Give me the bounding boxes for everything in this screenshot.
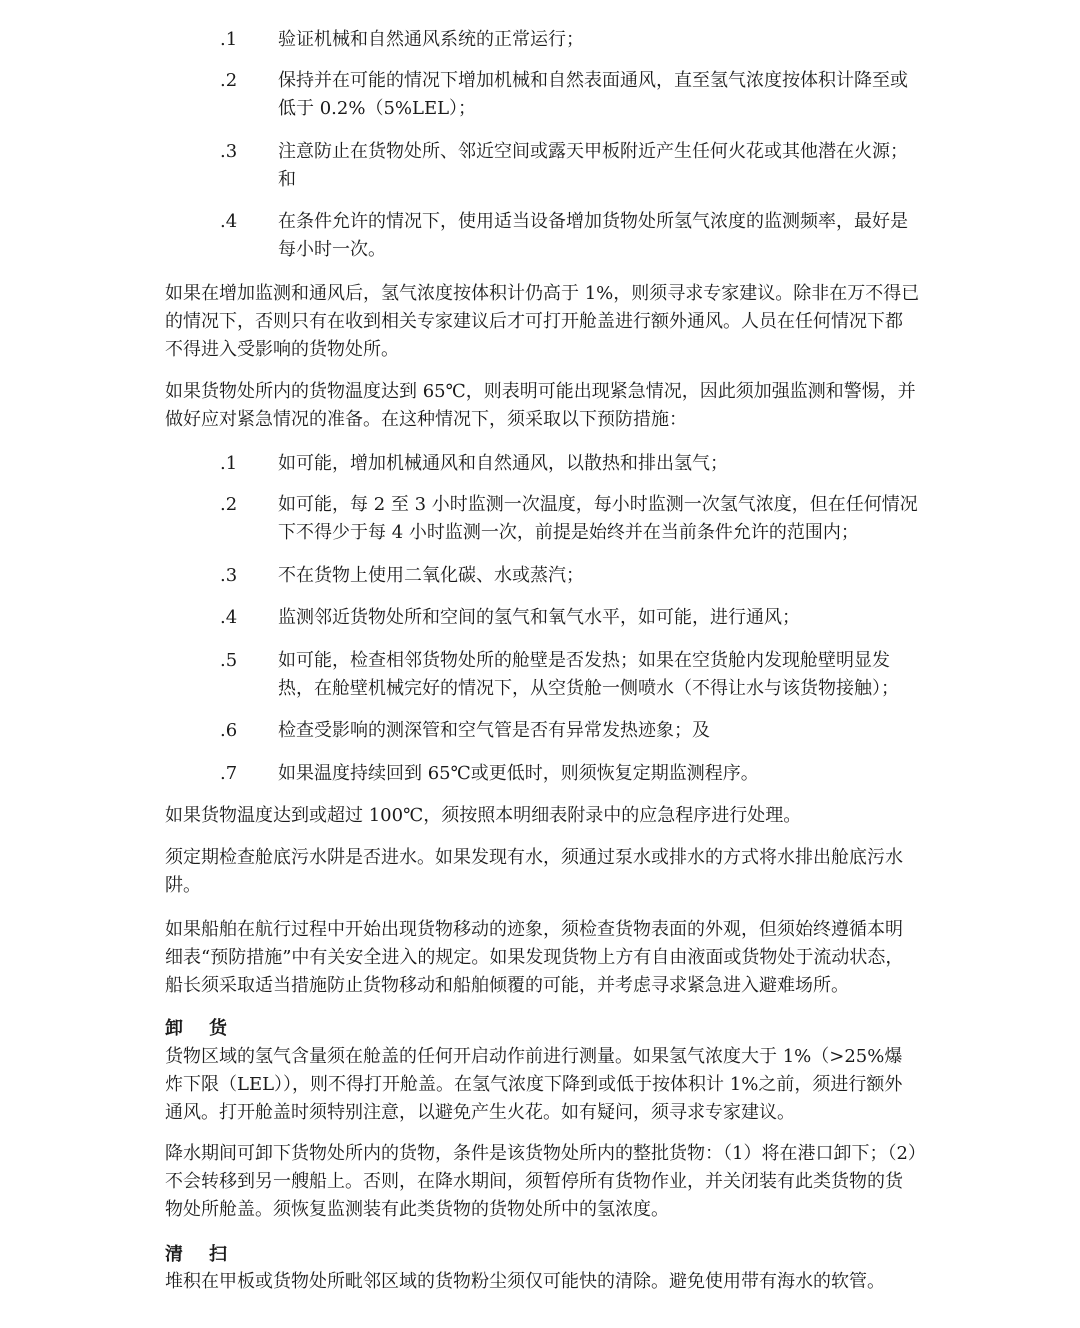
list-item-text: 注意防止在货物处所、邻近空间或露天甲板附近产生任何火花或其他潜在火源；和 bbox=[278, 141, 908, 190]
list-item-number: .4 bbox=[220, 211, 238, 232]
list-item bbox=[220, 138, 920, 194]
list-item-text: 如可能，每 2 至 3 小时监测一次温度，每小时监测一次氢气浓度，但在任何情况下不得少于每 4 小时监测一次，前提是始终并在当前条件允许的范围内； bbox=[278, 494, 918, 543]
list-item-number: .2 bbox=[220, 70, 238, 91]
list-item-text: 如可能，增加机械通风和自然通风，以散热和排出氢气； bbox=[278, 453, 728, 474]
list-item bbox=[220, 562, 920, 590]
list-item bbox=[220, 450, 920, 478]
body-paragraph: 堆积在甲板或货物处所毗邻区域的货物粉尘须仅可能快的清除。避免使用带有海水的软管。 bbox=[165, 1271, 885, 1292]
body-paragraph: 降水期间可卸下货物处所内的货物，条件是该货物处所内的整批货物：（1）将在港口卸下；（2）不会转移到另一艘船上。否则，在降水期间，须暂停所有货物作业，并关闭装有此类货物的货物处所舱盖。须恢复监测装有此类货物的货物处所中的氢浓度。 bbox=[165, 1143, 917, 1220]
body-paragraph: 如果货物温度达到或超过 100℃，须按照本明细表附录中的应急程序进行处理。 bbox=[165, 805, 802, 826]
list-item bbox=[220, 604, 920, 632]
body-paragraph: 须定期检查舱底污水阱是否进水。如果发现有水，须通过泵水或排水的方式将水排出舱底污水阱。 bbox=[165, 847, 903, 896]
list-item bbox=[220, 26, 920, 54]
list-item bbox=[220, 647, 920, 703]
body-paragraph: 货物区域的氢气含量须在舱盖的任何开启动作前进行测量。如果氢气浓度大于 1%（>25%爆炸下限（LEL）），则不得打开舱盖。在氢气浓度下降到或低于按体积计 1%之前，须进行额外通风。打开舱盖时须特别注意，以避免产生火花。如有疑问，须寻求专家建议。 bbox=[165, 1046, 903, 1123]
list-item-text: 不在货物上使用二氧化碳、水或蒸汽； bbox=[278, 565, 584, 586]
body-paragraph: 如果货物处所内的货物温度达到 65℃，则表明可能出现紧急情况，因此须加强监测和警惕，并做好应对紧急情况的准备。在这种情况下，须采取以下预防措施： bbox=[165, 381, 916, 430]
list-item-number: .1 bbox=[220, 453, 238, 474]
list-item-number: .4 bbox=[220, 607, 238, 628]
list-item-text: 监测邻近货物处所和空间的氢气和氧气水平，如可能，进行通风； bbox=[278, 607, 800, 628]
list-item-number: .7 bbox=[220, 763, 238, 784]
list-item bbox=[220, 717, 920, 745]
body-paragraph: 如果在增加监测和通风后，氢气浓度按体积计仍高于 1%，则须寻求专家建议。除非在万不得已的情况下，否则只有在收到相关专家建议后才可打开舱盖进行额外通风。人员在任何情况下都不得进入受影响的货物处所。 bbox=[165, 283, 920, 360]
list-item bbox=[220, 208, 920, 264]
list-item-number: .2 bbox=[220, 494, 238, 515]
list-item-text: 如果温度持续回到 65℃或更低时，则须恢复定期监测程序。 bbox=[278, 763, 759, 784]
section-heading: 清扫 bbox=[165, 1244, 253, 1265]
list-item bbox=[220, 491, 920, 547]
section-heading: 卸货 bbox=[165, 1018, 253, 1039]
list-item bbox=[220, 67, 920, 123]
list-item-text: 验证机械和自然通风系统的正常运行； bbox=[278, 29, 584, 50]
list-item-number: .3 bbox=[220, 141, 238, 162]
list-item bbox=[220, 760, 920, 788]
list-item-number: .1 bbox=[220, 29, 238, 50]
list-item-number: .5 bbox=[220, 650, 238, 671]
list-item-number: .3 bbox=[220, 565, 238, 586]
body-paragraph: 如果船舶在航行过程中开始出现货物移动的迹象，须检查货物表面的外观，但须始终遵循本明细表“预防措施”中有关安全进入的规定。如果发现货物上方有自由液面或货物处于流动状态，船长须采取适当措施防止货物移动和船舶倾覆的可能，并考虑寻求紧急进入避难场所。 bbox=[165, 919, 904, 996]
list-item-text: 检查受影响的测深管和空气管是否有异常发热迹象；及 bbox=[278, 720, 710, 741]
list-item-text: 如可能，检查相邻货物处所的舱壁是否发热；如果在空货舱内发现舱壁明显发热，在舱壁机械完好的情况下，从空货舱一侧喷水（不得让水与该货物接触）； bbox=[278, 650, 899, 699]
list-item-number: .6 bbox=[220, 720, 238, 741]
list-item-text: 在条件允许的情况下，使用适当设备增加货物处所氢气浓度的监测频率，最好是每小时一次。 bbox=[278, 211, 908, 260]
list-item-text: 保持并在可能的情况下增加机械和自然表面通风，直至氢气浓度按体积计降至或低于 0.2%（5%LEL）； bbox=[278, 70, 908, 119]
